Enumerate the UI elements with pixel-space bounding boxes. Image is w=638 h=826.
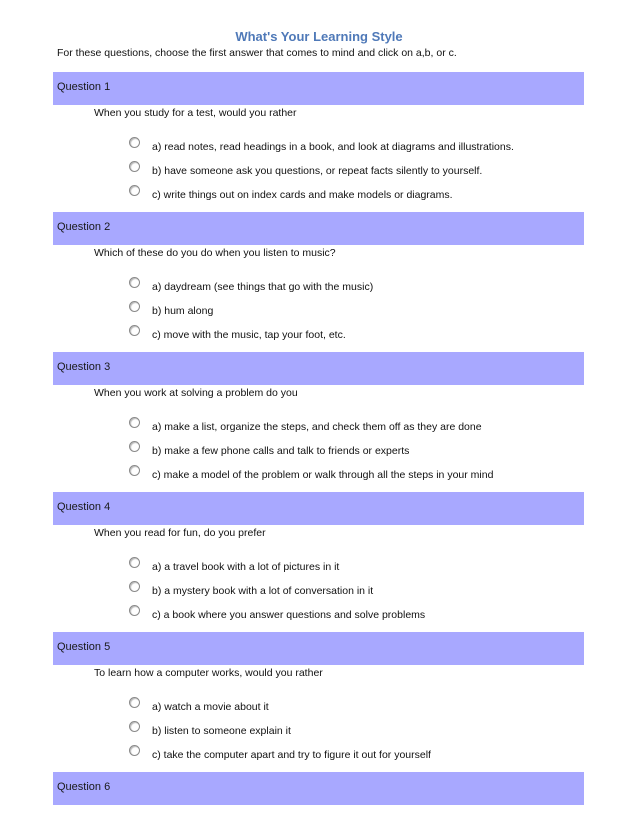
question-1-text: When you study for a test, would you rather bbox=[94, 107, 297, 119]
question-5-option-b[interactable] bbox=[129, 725, 589, 741]
question-1-header: Question 1 bbox=[53, 72, 584, 105]
radio-button-icon[interactable] bbox=[129, 605, 140, 616]
question-2-option-b[interactable] bbox=[129, 305, 589, 321]
page-title: What's Your Learning Style bbox=[235, 29, 403, 44]
question-1-option-a[interactable] bbox=[129, 141, 589, 157]
instructions-text: For these questions, choose the first answer that comes to mind and click on a,b, or c. bbox=[57, 47, 457, 59]
option-label: b) listen to someone explain it bbox=[152, 725, 291, 737]
option-label: c) write things out on index cards and make models or diagrams. bbox=[152, 189, 453, 201]
option-label: b) have someone ask you questions, or repeat facts silently to yourself. bbox=[152, 165, 483, 177]
question-2-option-a[interactable] bbox=[129, 281, 589, 297]
option-label: a) make a list, organize the steps, and check them off as they are done bbox=[152, 421, 482, 433]
option-label: b) hum along bbox=[152, 305, 214, 317]
question-4-option-c[interactable] bbox=[129, 609, 589, 625]
radio-button-icon[interactable] bbox=[129, 185, 140, 196]
question-5-header: Question 5 bbox=[53, 632, 584, 665]
radio-button-icon[interactable] bbox=[129, 745, 140, 756]
question-2-option-c[interactable] bbox=[129, 329, 589, 345]
radio-button-icon[interactable] bbox=[129, 697, 140, 708]
option-label: a) watch a movie about it bbox=[152, 701, 269, 713]
question-4-header: Question 4 bbox=[53, 492, 584, 525]
radio-button-icon[interactable] bbox=[129, 465, 140, 476]
question-1-option-c[interactable] bbox=[129, 189, 589, 205]
option-label: c) move with the music, tap your foot, etc. bbox=[152, 329, 346, 341]
question-3-option-c[interactable] bbox=[129, 469, 589, 485]
option-label: b) a mystery book with a lot of conversation in it bbox=[152, 585, 374, 597]
question-4-option-b[interactable] bbox=[129, 585, 589, 601]
radio-button-icon[interactable] bbox=[129, 557, 140, 568]
option-label: c) a book where you answer questions and solve problems bbox=[152, 609, 426, 621]
question-2-text: Which of these do you do when you listen to music? bbox=[94, 247, 336, 259]
question-4-text: When you read for fun, do you prefer bbox=[94, 527, 266, 539]
question-6-header: Question 6 bbox=[53, 772, 584, 805]
option-label: c) take the computer apart and try to figure it out for yourself bbox=[152, 749, 431, 761]
radio-button-icon[interactable] bbox=[129, 137, 140, 148]
option-label: b) make a few phone calls and talk to friends or experts bbox=[152, 445, 410, 457]
question-5-option-c[interactable] bbox=[129, 749, 589, 765]
radio-button-icon[interactable] bbox=[129, 441, 140, 452]
radio-button-icon[interactable] bbox=[129, 301, 140, 312]
question-1-option-b[interactable] bbox=[129, 165, 589, 181]
question-3-option-b[interactable] bbox=[129, 445, 589, 461]
question-3-header: Question 3 bbox=[53, 352, 584, 385]
question-2-header: Question 2 bbox=[53, 212, 584, 245]
question-5-option-a[interactable] bbox=[129, 701, 589, 717]
question-5-text: To learn how a computer works, would you rather bbox=[94, 667, 323, 679]
radio-button-icon[interactable] bbox=[129, 277, 140, 288]
question-3-option-a[interactable] bbox=[129, 421, 589, 437]
option-label: a) daydream (see things that go with the music) bbox=[152, 281, 374, 293]
radio-button-icon[interactable] bbox=[129, 417, 140, 428]
option-label: a) read notes, read headings in a book, and look at diagrams and illustrations. bbox=[152, 141, 514, 153]
question-4-option-a[interactable] bbox=[129, 561, 589, 577]
question-3-text: When you work at solving a problem do you bbox=[94, 387, 298, 399]
option-label: c) make a model of the problem or walk through all the steps in your mind bbox=[152, 469, 494, 481]
radio-button-icon[interactable] bbox=[129, 325, 140, 336]
option-label: a) a travel book with a lot of pictures in it bbox=[152, 561, 340, 573]
radio-button-icon[interactable] bbox=[129, 161, 140, 172]
radio-button-icon[interactable] bbox=[129, 721, 140, 732]
radio-button-icon[interactable] bbox=[129, 581, 140, 592]
